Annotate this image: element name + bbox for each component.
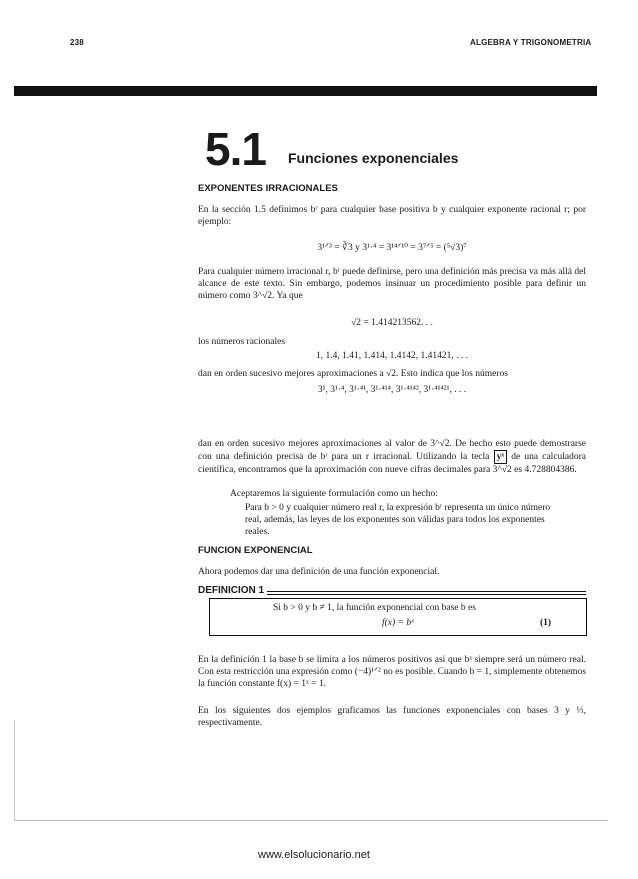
running-title: ALGEBRA Y TRIGONOMETRIA — [470, 38, 592, 47]
paragraph — [198, 654, 586, 690]
footer-url[interactable]: www.elsolucionario.net — [258, 849, 370, 861]
subsection-heading: EXPONENTES IRRACIONALES — [198, 183, 338, 194]
paragraph-text: Para b > 0 y cualquier número real r, la expresión bʳ representa un único número real, además, las leyes de los exponentes son válidas para todos los exponentes reales. — [245, 503, 551, 537]
calculator-key: yˣ — [494, 450, 507, 464]
paragraph — [198, 368, 586, 380]
equation: 3¹, 3¹·⁴, 3¹·⁴¹, 3¹·⁴¹⁴, 3¹·⁴¹⁴², 3¹·⁴¹⁴²¹, . . . — [317, 385, 467, 395]
fact-statement — [245, 502, 565, 538]
paragraph — [230, 488, 586, 500]
paragraph-text: dan en orden sucesivo mejores aproximaciones a √2. Esto indica que los números — [198, 369, 508, 379]
paragraph-text: En la definición 1 la base b se limita a los números positivos así que bˣ siempre será un número real. Con esta restricción una expresión como (−4)¹ᐟ² no es posible. Cuando b = 1, simplemente obtenemos la función constante f(x) = 1ˣ = 1. — [198, 655, 586, 689]
paragraph-text: Para cualquier número irracional r, bʳ puede definirse, pero una definición más precisa va más allá del alcance de este texto. Sin embargo, podemos insinuar un procedimiento posible para definir un número como 3^√2. Ya que — [198, 267, 586, 301]
paragraph-text: los números racionales — [198, 337, 286, 347]
paragraph-text: En los siguientes dos ejemplos graficamos las funciones exponenciales con bases 3 y ⅓, respectivamente. — [198, 706, 586, 728]
equation: 1, 1.4, 1.41, 1.414, 1.4142, 1.41421, . . . — [316, 351, 468, 361]
paragraph — [198, 566, 586, 578]
equation: 3¹ᐟ³ = ∛3 y 3¹·⁴ = 3¹⁴ᐟ¹⁰ = 3⁷ᐟ⁵ = (⁵√3)⁷ — [317, 243, 467, 253]
paragraph — [198, 204, 586, 228]
paragraph-text: Ahora podemos dar una definición de una función exponencial. — [198, 567, 440, 577]
page-number: 238 — [70, 38, 84, 47]
header-bar — [14, 86, 597, 96]
definition-statement: Si b > 0 y b ≠ 1, la función exponencial con base b es — [273, 603, 476, 613]
definition-box — [209, 598, 587, 636]
paragraph — [198, 266, 586, 302]
scan-edge-line — [14, 820, 608, 821]
paragraph — [198, 705, 586, 729]
scan-edge-line — [14, 720, 15, 820]
section-title: Funciones exponenciales — [288, 150, 459, 166]
section-number: 5.1 — [205, 123, 266, 175]
paragraph — [198, 438, 586, 476]
paragraph-text: dan en orden sucesivo mejores aproximaciones al valor de 3^√2. De hecho esto puede demostrarse con una definición precisa de bʳ para un r irracional. Utilizando la tecla — [198, 439, 586, 462]
paragraph — [198, 336, 586, 348]
definition-formula: f(x) = bˣ — [382, 618, 414, 628]
equation: √2 = 1.414213562. . . — [351, 318, 433, 328]
equation-number: (1) — [540, 618, 552, 628]
subsection-heading: FUNCION EXPONENCIAL — [198, 545, 313, 556]
definition-label: DEFINICION 1 — [198, 585, 267, 596]
paragraph-text: de una calculadora científica, encontramos que la aproximación con nueve cifras decimales para 3^√2 es 4.728804386. — [198, 452, 587, 475]
paragraph-text: Aceptaremos la siguiente formulación como un hecho: — [230, 489, 438, 499]
paragraph-text: En la sección 1.5 definimos bʳ para cualquier base positiva b y cualquier exponente racional r; por ejemplo: — [198, 205, 586, 227]
